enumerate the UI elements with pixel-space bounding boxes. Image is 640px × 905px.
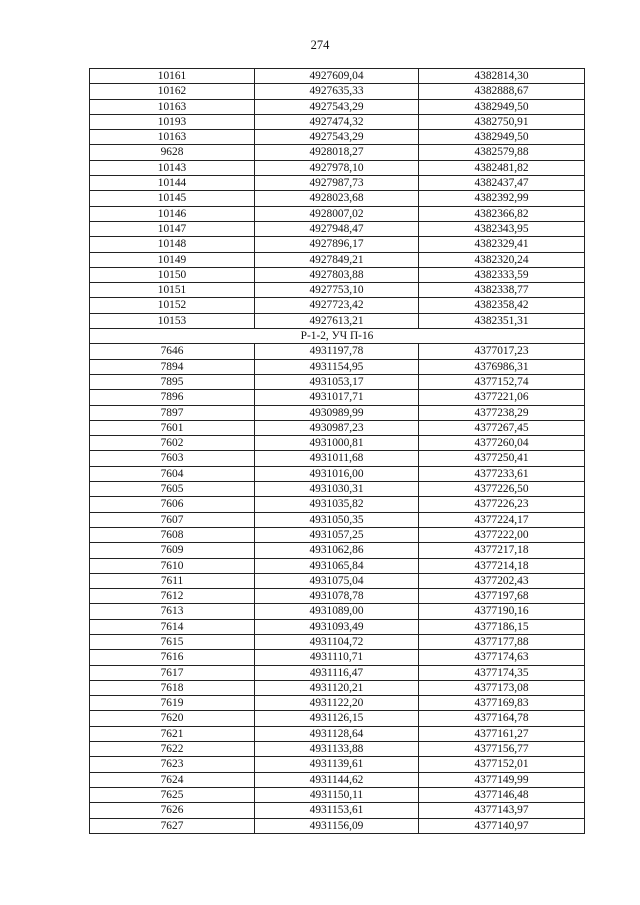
x-coordinate-cell: 4931110,71 — [255, 650, 419, 665]
table-row — [90, 451, 585, 466]
y-coordinate-cell: 4377140,97 — [419, 818, 585, 833]
point-number-cell: 10163 — [90, 99, 255, 114]
table-row — [90, 665, 585, 680]
x-coordinate-cell: 4927543,29 — [255, 130, 419, 145]
y-coordinate-cell: 4382351,31 — [419, 313, 585, 328]
x-coordinate-cell: 4927723,42 — [255, 298, 419, 313]
y-coordinate-cell: 4377164,78 — [419, 711, 585, 726]
point-number-cell: 7612 — [90, 589, 255, 604]
point-number-cell: 7610 — [90, 558, 255, 573]
table-row — [90, 527, 585, 542]
point-number-cell: 10161 — [90, 69, 255, 84]
y-coordinate-cell: 4382366,82 — [419, 206, 585, 221]
table-row — [90, 650, 585, 665]
y-coordinate-cell: 4382343,95 — [419, 221, 585, 236]
x-coordinate-cell: 4931126,15 — [255, 711, 419, 726]
table-row — [90, 803, 585, 818]
table-row — [90, 313, 585, 328]
coordinates-table-body — [90, 69, 585, 834]
y-coordinate-cell: 4382481,82 — [419, 160, 585, 175]
x-coordinate-cell: 4927543,29 — [255, 99, 419, 114]
point-number-cell: 7627 — [90, 818, 255, 833]
x-coordinate-cell: 4931011,68 — [255, 451, 419, 466]
table-row — [90, 680, 585, 695]
table-row — [90, 237, 585, 252]
point-number-cell: 7601 — [90, 420, 255, 435]
table-row — [90, 619, 585, 634]
x-coordinate-cell: 4927609,04 — [255, 69, 419, 84]
y-coordinate-cell: 4377174,63 — [419, 650, 585, 665]
y-coordinate-cell: 4377149,99 — [419, 772, 585, 787]
x-coordinate-cell: 4928018,27 — [255, 145, 419, 160]
x-coordinate-cell: 4931154,95 — [255, 359, 419, 374]
y-coordinate-cell: 4377146,48 — [419, 787, 585, 802]
y-coordinate-cell: 4377233,61 — [419, 466, 585, 481]
y-coordinate-cell: 4377197,68 — [419, 589, 585, 604]
y-coordinate-cell: 4382579,88 — [419, 145, 585, 160]
table-row — [90, 420, 585, 435]
y-coordinate-cell: 4377226,23 — [419, 497, 585, 512]
x-coordinate-cell: 4931030,31 — [255, 482, 419, 497]
table-row — [90, 298, 585, 313]
x-coordinate-cell: 4928007,02 — [255, 206, 419, 221]
point-number-cell: 7602 — [90, 436, 255, 451]
x-coordinate-cell: 4931000,81 — [255, 436, 419, 451]
x-coordinate-cell: 4931128,64 — [255, 726, 419, 741]
x-coordinate-cell: 4927803,88 — [255, 267, 419, 282]
x-coordinate-cell: 4927474,32 — [255, 114, 419, 129]
table-row — [90, 99, 585, 114]
y-coordinate-cell: 4377152,01 — [419, 757, 585, 772]
point-number-cell: 10163 — [90, 130, 255, 145]
point-number-cell: 7626 — [90, 803, 255, 818]
y-coordinate-cell: 4377250,41 — [419, 451, 585, 466]
table-row — [90, 374, 585, 389]
point-number-cell: 7617 — [90, 665, 255, 680]
x-coordinate-cell: 4927896,17 — [255, 237, 419, 252]
point-number-cell: 7607 — [90, 512, 255, 527]
y-coordinate-cell: 4382358,42 — [419, 298, 585, 313]
point-number-cell: 7621 — [90, 726, 255, 741]
y-coordinate-cell: 4377202,43 — [419, 573, 585, 588]
point-number-cell: 7624 — [90, 772, 255, 787]
x-coordinate-cell: 4931150,11 — [255, 787, 419, 802]
x-coordinate-cell: 4931016,00 — [255, 466, 419, 481]
point-number-cell: 10193 — [90, 114, 255, 129]
y-coordinate-cell: 4377217,18 — [419, 543, 585, 558]
x-coordinate-cell: 4931122,20 — [255, 696, 419, 711]
point-number-cell: 10162 — [90, 84, 255, 99]
table-row — [90, 818, 585, 833]
point-number-cell: 7605 — [90, 482, 255, 497]
y-coordinate-cell: 4382750,91 — [419, 114, 585, 129]
table-row — [90, 84, 585, 99]
x-coordinate-cell: 4927635,33 — [255, 84, 419, 99]
y-coordinate-cell: 4377173,08 — [419, 680, 585, 695]
table-row — [90, 604, 585, 619]
x-coordinate-cell: 4930987,23 — [255, 420, 419, 435]
point-number-cell: 7604 — [90, 466, 255, 481]
table-row — [90, 787, 585, 802]
x-coordinate-cell: 4931133,88 — [255, 742, 419, 757]
y-coordinate-cell: 4377267,45 — [419, 420, 585, 435]
x-coordinate-cell: 4928023,68 — [255, 191, 419, 206]
x-coordinate-cell: 4931075,04 — [255, 573, 419, 588]
table-row — [90, 405, 585, 420]
table-row — [90, 69, 585, 84]
point-number-cell: 7894 — [90, 359, 255, 374]
y-coordinate-cell: 4377177,88 — [419, 634, 585, 649]
table-row — [90, 206, 585, 221]
y-coordinate-cell: 4382329,41 — [419, 237, 585, 252]
y-coordinate-cell: 4377017,23 — [419, 344, 585, 359]
point-number-cell: 10146 — [90, 206, 255, 221]
y-coordinate-cell: 4377224,17 — [419, 512, 585, 527]
x-coordinate-cell: 4931156,09 — [255, 818, 419, 833]
table-row — [90, 497, 585, 512]
x-coordinate-cell: 4927987,73 — [255, 176, 419, 191]
point-number-cell: 10153 — [90, 313, 255, 328]
x-coordinate-cell: 4931120,21 — [255, 680, 419, 695]
point-number-cell: 10148 — [90, 237, 255, 252]
y-coordinate-cell: 4377174,35 — [419, 665, 585, 680]
x-coordinate-cell: 4931089,00 — [255, 604, 419, 619]
table-row — [90, 359, 585, 374]
point-number-cell: 10151 — [90, 283, 255, 298]
table-row — [90, 114, 585, 129]
point-number-cell: 10144 — [90, 176, 255, 191]
x-coordinate-cell: 4927613,21 — [255, 313, 419, 328]
x-coordinate-cell: 4931062,86 — [255, 543, 419, 558]
coordinates-table — [89, 68, 585, 834]
y-coordinate-cell: 4377152,74 — [419, 374, 585, 389]
point-number-cell: 7615 — [90, 634, 255, 649]
point-number-cell: 7897 — [90, 405, 255, 420]
x-coordinate-cell: 4931144,62 — [255, 772, 419, 787]
y-coordinate-cell: 4377226,50 — [419, 482, 585, 497]
point-number-cell: 7616 — [90, 650, 255, 665]
table-row — [90, 344, 585, 359]
x-coordinate-cell: 4931057,25 — [255, 527, 419, 542]
table-row — [90, 589, 585, 604]
table-row — [90, 482, 585, 497]
table-row — [90, 772, 585, 787]
x-coordinate-cell: 4927849,21 — [255, 252, 419, 267]
table-row — [90, 634, 585, 649]
y-coordinate-cell: 4382320,24 — [419, 252, 585, 267]
y-coordinate-cell: 4377156,77 — [419, 742, 585, 757]
point-number-cell: 7609 — [90, 543, 255, 558]
section-heading: Р-1-2, УЧ П-16 — [90, 329, 585, 344]
table-row — [90, 221, 585, 236]
table-row — [90, 176, 585, 191]
table-row — [90, 267, 585, 282]
x-coordinate-cell: 4931104,72 — [255, 634, 419, 649]
point-number-cell: 7603 — [90, 451, 255, 466]
point-number-cell: 7606 — [90, 497, 255, 512]
y-coordinate-cell: 4377190,16 — [419, 604, 585, 619]
table-row — [90, 252, 585, 267]
x-coordinate-cell: 4931116,47 — [255, 665, 419, 680]
table-row — [90, 145, 585, 160]
x-coordinate-cell: 4931093,49 — [255, 619, 419, 634]
y-coordinate-cell: 4382949,50 — [419, 130, 585, 145]
table-row — [90, 726, 585, 741]
y-coordinate-cell: 4382338,77 — [419, 283, 585, 298]
point-number-cell: 9628 — [90, 145, 255, 160]
x-coordinate-cell: 4927978,10 — [255, 160, 419, 175]
point-number-cell: 7613 — [90, 604, 255, 619]
point-number-cell: 10143 — [90, 160, 255, 175]
y-coordinate-cell: 4377161,27 — [419, 726, 585, 741]
table-row — [90, 742, 585, 757]
y-coordinate-cell: 4377169,83 — [419, 696, 585, 711]
point-number-cell: 7618 — [90, 680, 255, 695]
point-number-cell: 10149 — [90, 252, 255, 267]
x-coordinate-cell: 4931065,84 — [255, 558, 419, 573]
table-row — [90, 757, 585, 772]
table-row — [90, 711, 585, 726]
table-row — [90, 160, 585, 175]
point-number-cell: 7623 — [90, 757, 255, 772]
y-coordinate-cell: 4382888,67 — [419, 84, 585, 99]
x-coordinate-cell: 4931153,61 — [255, 803, 419, 818]
table-row — [90, 191, 585, 206]
x-coordinate-cell: 4931078,78 — [255, 589, 419, 604]
y-coordinate-cell: 4382437,47 — [419, 176, 585, 191]
table-row — [90, 696, 585, 711]
y-coordinate-cell: 4377222,00 — [419, 527, 585, 542]
point-number-cell: 10150 — [90, 267, 255, 282]
x-coordinate-cell: 4931053,17 — [255, 374, 419, 389]
table-row — [90, 436, 585, 451]
point-number-cell: 7646 — [90, 344, 255, 359]
y-coordinate-cell: 4377260,04 — [419, 436, 585, 451]
point-number-cell: 7611 — [90, 573, 255, 588]
x-coordinate-cell: 4931050,35 — [255, 512, 419, 527]
x-coordinate-cell: 4931139,61 — [255, 757, 419, 772]
y-coordinate-cell: 4382333,59 — [419, 267, 585, 282]
point-number-cell: 7620 — [90, 711, 255, 726]
x-coordinate-cell: 4927948,47 — [255, 221, 419, 236]
point-number-cell: 7614 — [90, 619, 255, 634]
x-coordinate-cell: 4927753,10 — [255, 283, 419, 298]
point-number-cell: 7625 — [90, 787, 255, 802]
point-number-cell: 7896 — [90, 390, 255, 405]
y-coordinate-cell: 4382949,50 — [419, 99, 585, 114]
table-row — [90, 573, 585, 588]
table-row — [90, 543, 585, 558]
y-coordinate-cell: 4377186,15 — [419, 619, 585, 634]
y-coordinate-cell: 4377214,18 — [419, 558, 585, 573]
y-coordinate-cell: 4377238,29 — [419, 405, 585, 420]
point-number-cell: 7622 — [90, 742, 255, 757]
y-coordinate-cell: 4382392,99 — [419, 191, 585, 206]
x-coordinate-cell: 4931035,82 — [255, 497, 419, 512]
section-heading-row — [90, 329, 585, 344]
x-coordinate-cell: 4931017,71 — [255, 390, 419, 405]
table-row — [90, 512, 585, 527]
y-coordinate-cell: 4377221,06 — [419, 390, 585, 405]
y-coordinate-cell: 4376986,31 — [419, 359, 585, 374]
point-number-cell: 7895 — [90, 374, 255, 389]
point-number-cell: 10145 — [90, 191, 255, 206]
x-coordinate-cell: 4931197,78 — [255, 344, 419, 359]
table-row — [90, 283, 585, 298]
y-coordinate-cell: 4382814,30 — [419, 69, 585, 84]
table-row — [90, 466, 585, 481]
table-row — [90, 390, 585, 405]
y-coordinate-cell: 4377143,97 — [419, 803, 585, 818]
table-row — [90, 130, 585, 145]
x-coordinate-cell: 4930989,99 — [255, 405, 419, 420]
point-number-cell: 7608 — [90, 527, 255, 542]
point-number-cell: 10147 — [90, 221, 255, 236]
point-number-cell: 7619 — [90, 696, 255, 711]
page-number: 274 — [310, 38, 330, 52]
point-number-cell: 10152 — [90, 298, 255, 313]
table-row — [90, 558, 585, 573]
